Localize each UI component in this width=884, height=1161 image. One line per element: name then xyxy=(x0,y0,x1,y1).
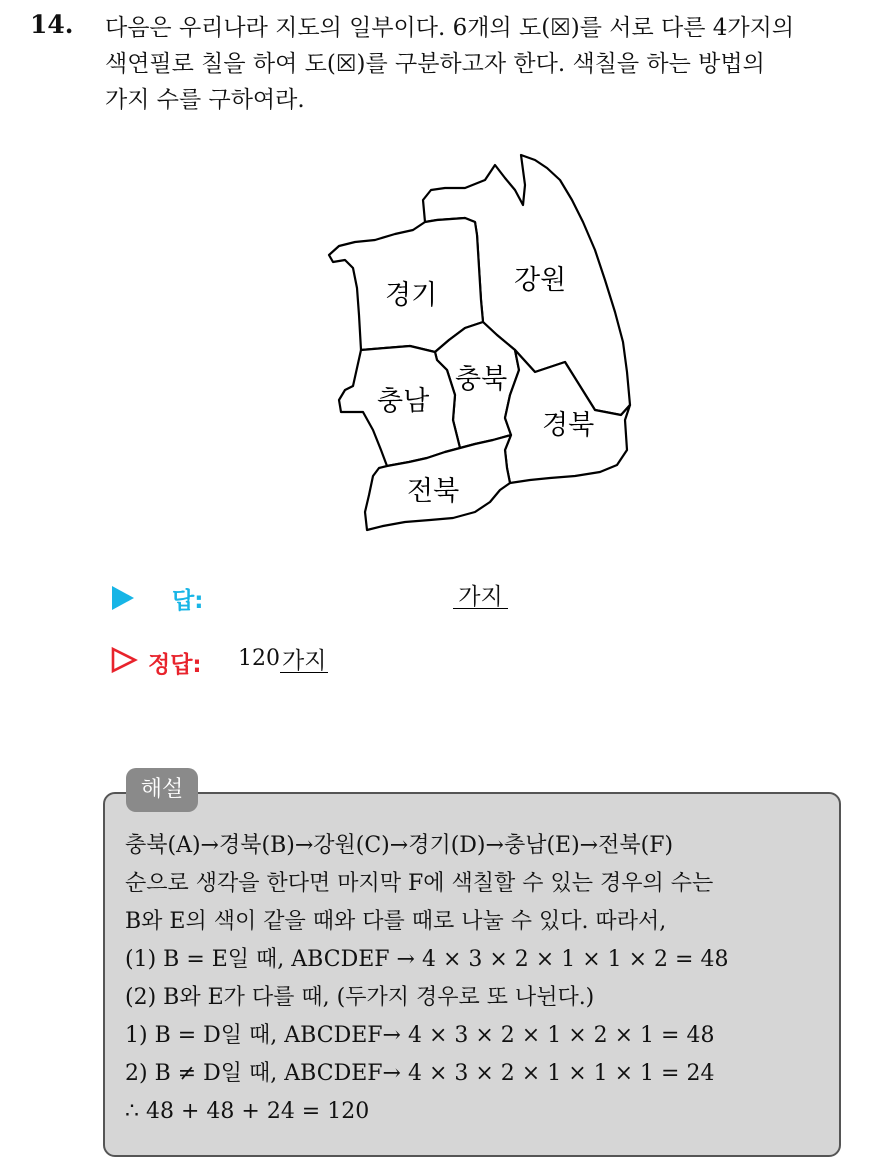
explanation-line: (2) B와 E가 다를 때, (두가지 경우로 또 나뉜다.) xyxy=(125,985,595,1010)
problem-number: 14. xyxy=(30,10,74,39)
correct-answer-row xyxy=(108,642,608,682)
problem-stem xyxy=(105,10,875,118)
answer-row xyxy=(108,578,608,618)
correct-answer-value: 120 xyxy=(238,646,280,671)
explanation-line: 2) B ≠ D일 때, ABCDEF→ 4 × 3 × 2 × 1 × 1 × 1 = 24 xyxy=(125,1061,715,1086)
explanation-line: B와 E의 색이 같을 때와 다를 때로 나눌 수 있다. 따라서, xyxy=(125,909,667,934)
explanation-line: 1) B = D일 때, ABCDEF→ 4 × 3 × 2 × 1 × 2 × 1 = 48 xyxy=(125,1023,715,1048)
label-gangwon: 강원 xyxy=(514,265,567,296)
label-gyeonggi: 경기 xyxy=(385,280,438,311)
explanation-line: 순으로 생각을 한다면 마지막 F에 색칠할 수 있는 경우의 수는 xyxy=(125,871,714,896)
label-chungbuk: 충북 xyxy=(455,364,508,395)
explanation-tab: 해설 xyxy=(126,768,198,812)
label-jeonbuk: 전북 xyxy=(407,476,460,507)
problem-line: 색연필로 칠을 하여 도(☒)를 구분하고자 한다. 색칠을 하는 방법의 xyxy=(105,51,765,77)
play-triangle-icon xyxy=(112,586,134,610)
outline-triangle-icon xyxy=(110,646,138,674)
label-chungnam: 충남 xyxy=(377,386,430,417)
label-gyeongbuk: 경북 xyxy=(542,410,595,441)
explanation-line: (1) B = E일 때, ABCDEF → 4 × 3 × 2 × 1 × 1 × 2 = 48 xyxy=(125,947,729,972)
answer-label: 답: xyxy=(172,588,204,614)
correct-answer-unit: 가지 xyxy=(280,642,328,673)
problem-line: 가지 수를 구하여라. xyxy=(105,87,305,113)
explanation-text xyxy=(125,827,835,1131)
explanation-line: 충북(A)→경북(B)→강원(C)→경기(D)→충남(E)→전북(F) xyxy=(125,833,674,858)
answer-blank[interactable]: 가지 xyxy=(453,578,508,609)
problem-line: 다음은 우리나라 지도의 일부이다. 6개의 도(☒)를 서로 다른 4가지의 xyxy=(105,15,795,41)
korea-province-map xyxy=(325,150,645,540)
correct-answer-label: 정답: xyxy=(148,652,202,678)
explanation-line: ∴ 48 + 48 + 24 = 120 xyxy=(125,1099,370,1124)
